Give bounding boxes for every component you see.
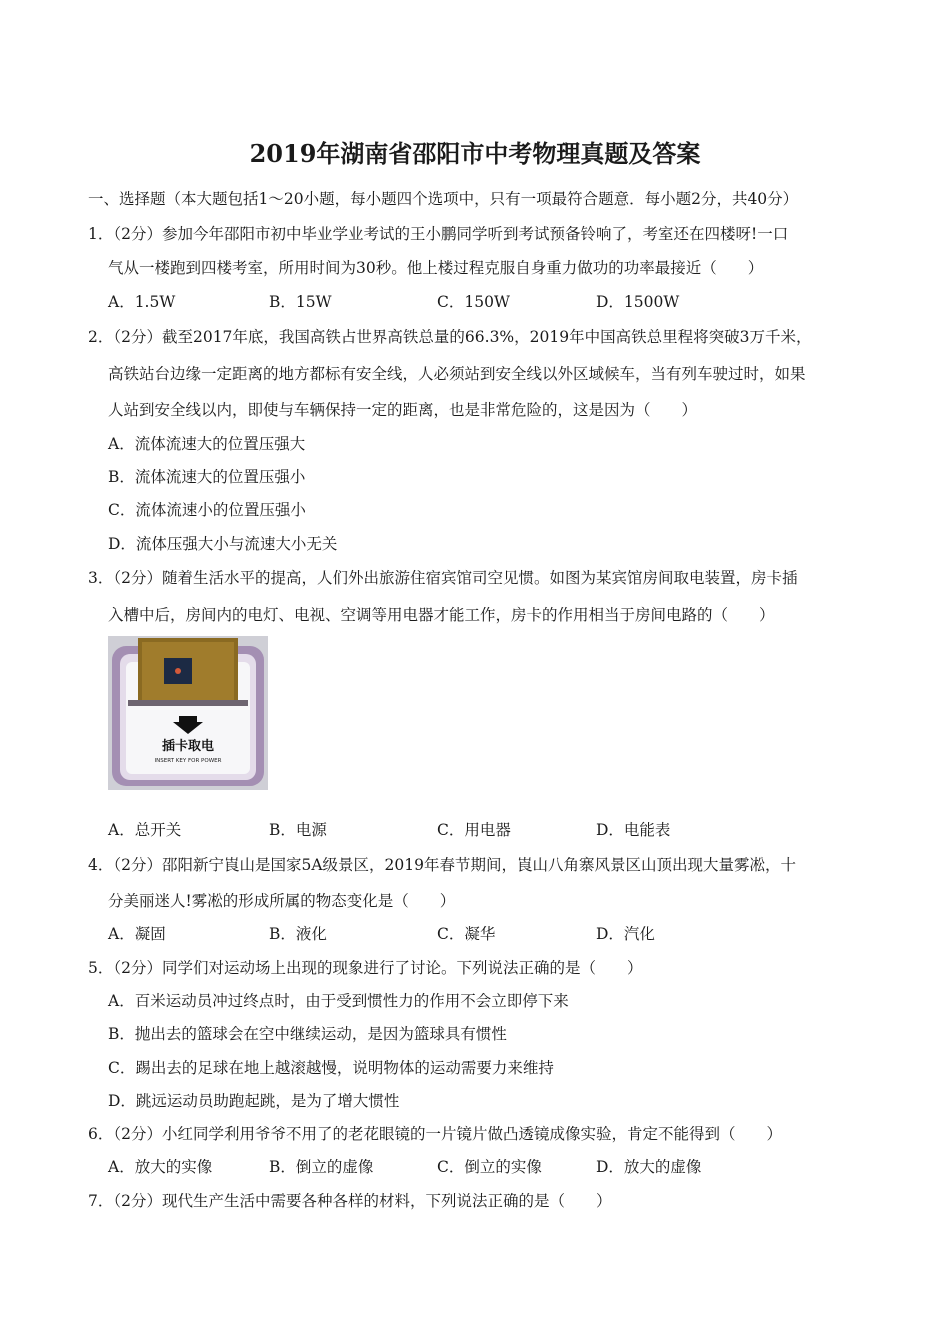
q1-option-b: B．15W <box>269 293 332 311</box>
q2-option-c: C．流体流速小的位置压强小 <box>108 501 306 519</box>
q6-option-a: A．放大的实像 <box>108 1158 213 1176</box>
document-title: 2019年湖南省邵阳市中考物理真题及答案 <box>249 139 701 168</box>
q6-option-d: D．放大的虚像 <box>596 1158 702 1176</box>
card-slot-illustration <box>108 636 268 790</box>
q3-option-d: D．电能表 <box>596 821 671 839</box>
q4-option-d: D．汽化 <box>596 925 655 943</box>
q3-line1: 3．（2分）随着生活水平的提高，人们外出旅游住宿宾馆司空见惯。如图为某宾馆房间取电装置，房卡插 <box>88 569 798 587</box>
q6-line1: 6．（2分）小红同学利用爷爷不用了的老花眼镜的一片镜片做凸透镜成像实验，肯定不能得到（ ） <box>88 1125 782 1143</box>
q4-option-a: A．凝固 <box>108 925 166 943</box>
q6-option-c: C．倒立的实像 <box>437 1158 542 1176</box>
q1-line1: 1．（2分）参加今年邵阳市初中毕业学业考试的王小鹏同学听到考试预备铃响了，考室还在四楼呀!一口 <box>88 225 789 243</box>
q4-option-b: B．液化 <box>269 925 327 943</box>
q4-line1: 4．（2分）邵阳新宁崀山是国家5A级景区，2019年春节期间，崀山八角寨风景区山顶出现大量雾凇，十 <box>88 856 796 874</box>
q2-line3: 人站到安全线以内，即使与车辆保持一定的距离，也是非常危险的，这是因为（ ） <box>108 401 698 419</box>
section-heading: 一、选择题（本大题包括1～20小题，每小题四个选项中，只有一项最符合题意．每小题2分，共40分） <box>88 190 799 208</box>
figure-label-en: INSERT KEY FOR POWER <box>154 758 222 764</box>
card-power-switch-figure <box>108 636 268 790</box>
q3-line2: 入槽中后，房间内的电灯、电视、空调等用电器才能工作，房卡的作用相当于房间电路的（ ） <box>108 606 775 624</box>
q1-option-c: C．150W <box>437 293 510 311</box>
q4-option-c: C．凝华 <box>437 925 496 943</box>
q2-option-b: B．流体流速大的位置压强小 <box>108 468 306 486</box>
q6-option-b: B．倒立的虚像 <box>269 1158 374 1176</box>
q2-option-d: D．流体压强大小与流速大小无关 <box>108 535 338 553</box>
q2-line2: 高铁站台边缘一定距离的地方都标有安全线，人必须站到安全线以外区域候车，当有列车驶过时，如果 <box>108 365 806 383</box>
q1-option-a: A．1.5W <box>108 293 176 311</box>
q1-option-d: D．1500W <box>596 293 680 311</box>
q3-option-b: B．电源 <box>269 821 327 839</box>
q2-option-a: A．流体流速大的位置压强大 <box>108 435 306 453</box>
q5-option-b: B．抛出去的篮球会在空中继续运动，是因为篮球具有惯性 <box>108 1025 507 1043</box>
q5-line1: 5．（2分）同学们对运动场上出现的现象进行了讨论。下列说法正确的是（ ） <box>88 959 643 977</box>
q5-option-c: C．踢出去的足球在地上越滚越慢，说明物体的运动需要力来维持 <box>108 1059 554 1077</box>
q3-option-a: A．总开关 <box>108 821 182 839</box>
q3-option-c: C．用电器 <box>437 821 511 839</box>
figure-label-cn: 插卡取电 <box>161 739 215 754</box>
q1-line2: 气从一楼跑到四楼考室，所用时间为30秒。他上楼过程克服自身重力做功的功率最接近（ ） <box>108 259 764 277</box>
q5-option-a: A．百米运动员冲过终点时，由于受到惯性力的作用不会立即停下来 <box>108 992 569 1010</box>
q5-option-d: D．跳远运动员助跑起跳，是为了增大惯性 <box>108 1092 400 1110</box>
q4-line2: 分美丽迷人!雾凇的形成所属的物态变化是（ ） <box>108 892 456 910</box>
q2-line1: 2．（2分）截至2017年底，我国高铁占世界高铁总量的66.3%，2019年中国高铁总里程将突破3万千米， <box>88 328 812 346</box>
q7-line1: 7．（2分）现代生产生活中需要各种各样的材料，下列说法正确的是（ ） <box>88 1192 612 1210</box>
